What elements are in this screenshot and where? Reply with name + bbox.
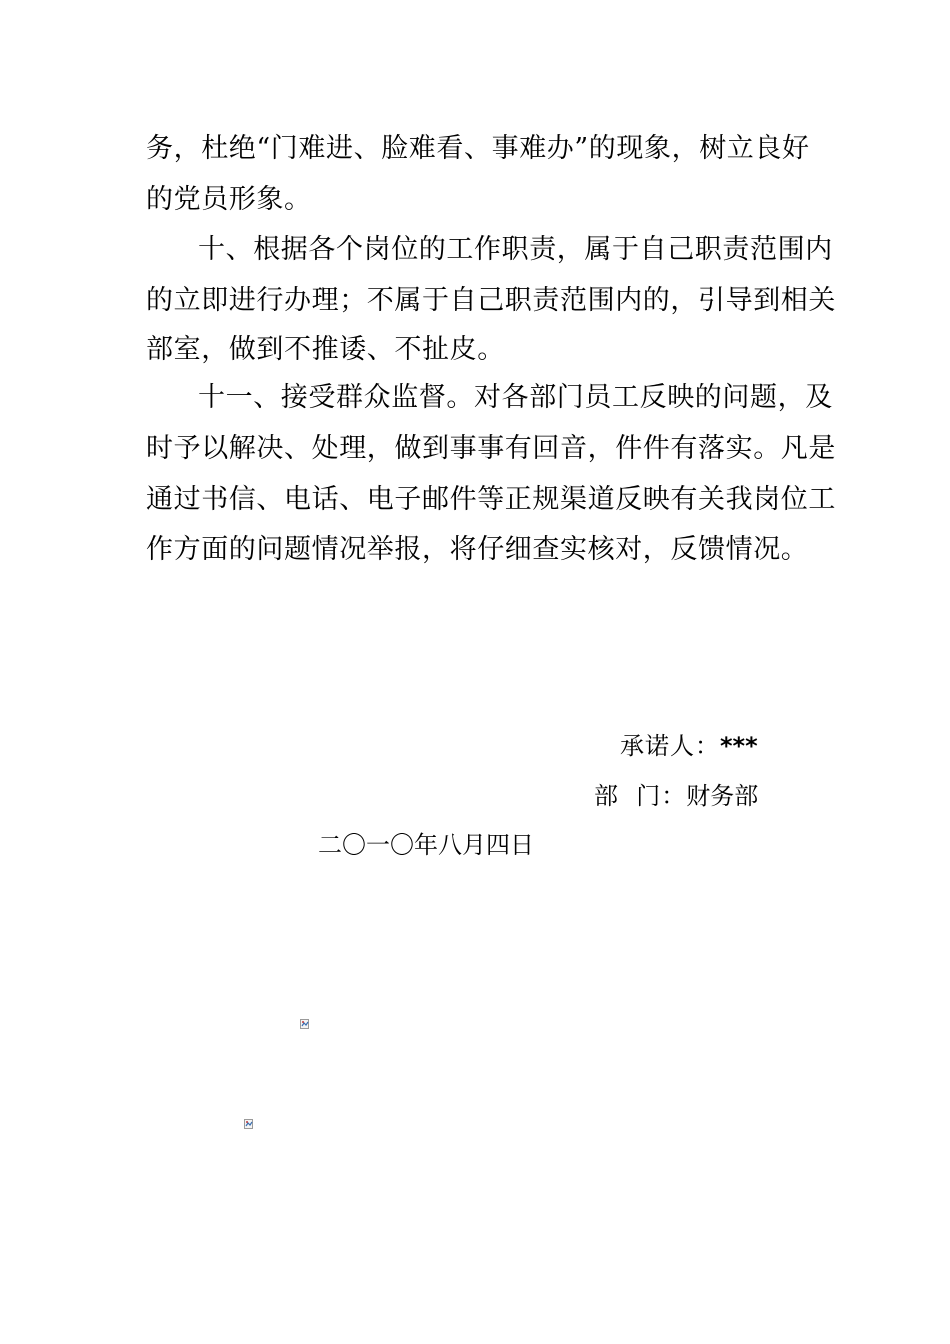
body-line-9: 作方面的问题情况举报，将仔细查实核对，反馈情况。 [146,534,809,565]
department-label: 部 门： [594,782,687,810]
department-value: 财务部 [686,782,759,810]
body-line-5: 部室，做到不推诿、不扯皮。 [146,334,505,365]
body-line-2: 的党员形象。 [146,184,312,215]
promisor-line [620,731,758,761]
body-line-7: 时予以解决、处理，做到事事有回音，件件有落实。凡是 [146,433,836,464]
body-line-8: 通过书信、电话、电子邮件等正规渠道反映有关我岗位工 [146,484,836,515]
body-line-4: 的立即进行办理；不属于自己职责范围内的，引导到相关 [146,285,836,316]
promisor-value: *** [720,732,758,760]
body-line-6: 十一、接受群众监督。对各部门员工反映的问题，及 [198,382,833,413]
body-line-1: 务，杜绝“门难进、脸难看、事难办”的现象，树立良好 [146,133,810,164]
broken-image-icon-1 [300,1019,310,1030]
promisor-label: 承诺人： [620,732,720,760]
broken-image-icon-2 [244,1119,254,1130]
department-line [594,781,758,811]
date-line: 二〇一〇年八月四日 [318,831,534,859]
body-line-3: 十、根据各个岗位的工作职责，属于自己职责范围内 [198,234,833,265]
